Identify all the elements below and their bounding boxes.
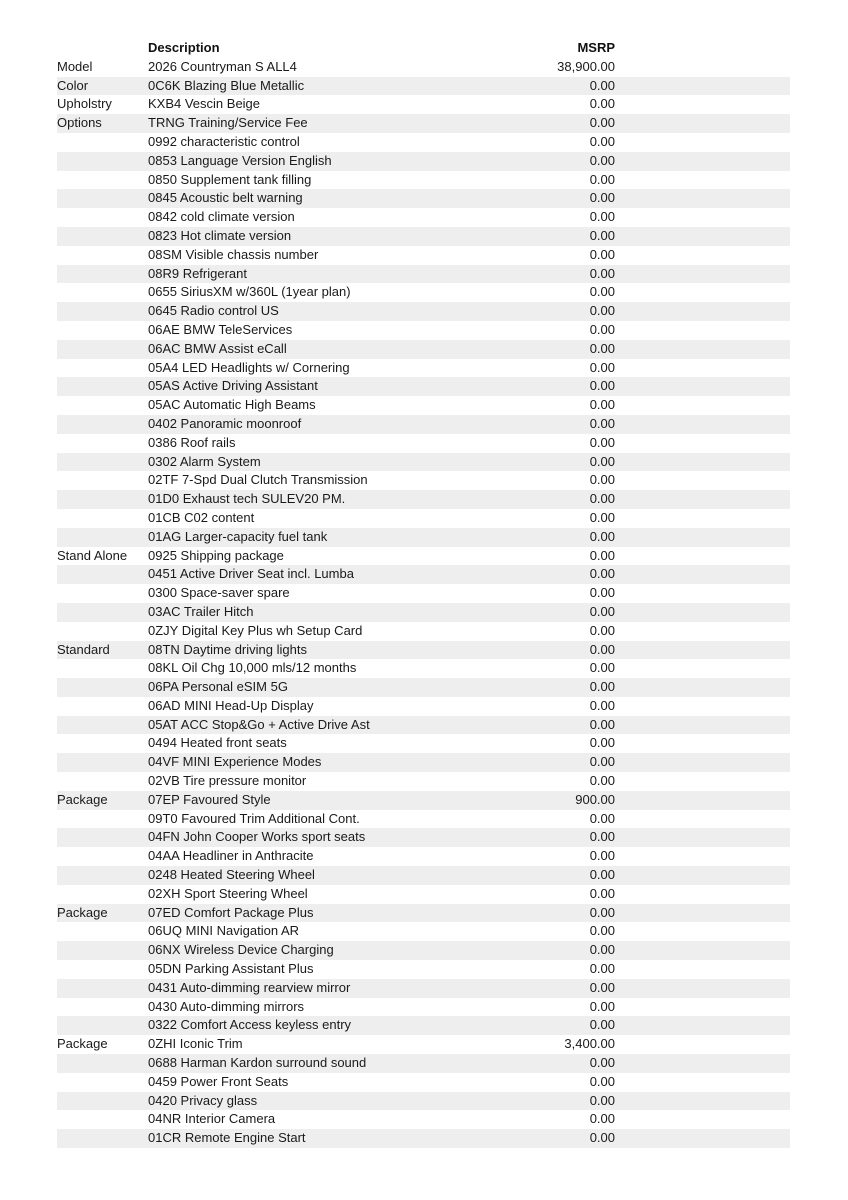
table-row <box>57 152 790 171</box>
msrp-cell: 0.00 <box>589 209 615 225</box>
description-cell: 0845 Acoustic belt warning <box>148 190 303 206</box>
msrp-cell: 0.00 <box>589 152 615 168</box>
description-cell: 0853 Language Version English <box>148 152 332 168</box>
table-row <box>57 810 790 829</box>
description-cell: 05AC Automatic High Beams <box>148 397 316 413</box>
table-row <box>57 904 790 923</box>
description-cell: 0386 Roof rails <box>148 434 236 450</box>
table-row <box>57 772 790 791</box>
table-row <box>57 340 790 359</box>
description-cell: 01D0 Exhaust tech SULEV20 PM. <box>148 491 346 507</box>
msrp-cell: 0.00 <box>589 754 615 770</box>
description-cell: 08R9 Refrigerant <box>148 265 247 281</box>
table-row <box>57 490 790 509</box>
msrp-cell: 0.00 <box>589 397 615 413</box>
description-cell: 0494 Heated front seats <box>148 735 287 751</box>
category-cell: Package <box>57 791 108 807</box>
msrp-cell: 0.00 <box>589 961 615 977</box>
msrp-cell: 0.00 <box>589 679 615 695</box>
msrp-cell: 0.00 <box>589 660 615 676</box>
category-cell: Color <box>57 77 89 93</box>
msrp-cell: 0.00 <box>589 265 615 281</box>
msrp-cell: 0.00 <box>589 303 615 319</box>
table-row <box>57 415 790 434</box>
table-row <box>57 434 790 453</box>
table-row <box>57 565 790 584</box>
description-cell: 0925 Shipping package <box>148 547 284 563</box>
msrp-cell: 0.00 <box>589 415 615 431</box>
msrp-cell: 0.00 <box>589 979 615 995</box>
msrp-cell: 0.00 <box>589 359 615 375</box>
table-row <box>57 1054 790 1073</box>
table-row <box>57 678 790 697</box>
msrp-cell: 0.00 <box>589 133 615 149</box>
table-row <box>57 246 790 265</box>
description-cell: 05A4 LED Headlights w/ Cornering <box>148 359 350 375</box>
msrp-cell: 0.00 <box>589 923 615 939</box>
table-row <box>57 208 790 227</box>
table-row <box>57 133 790 152</box>
description-cell: 0688 Harman Kardon surround sound <box>148 1055 367 1071</box>
description-cell: 08KL Oil Chg 10,000 mls/12 months <box>148 660 357 676</box>
table-row <box>57 171 790 190</box>
description-cell: 07EP Favoured Style <box>148 791 271 807</box>
description-cell: 0842 cold climate version <box>148 209 295 225</box>
description-cell: 01CB C02 content <box>148 509 255 525</box>
description-cell: 0459 Power Front Seats <box>148 1073 289 1089</box>
table-row <box>57 227 790 246</box>
table-row <box>57 58 790 77</box>
table-row <box>57 1016 790 1035</box>
description-cell: 0ZJY Digital Key Plus wh Setup Card <box>148 622 363 638</box>
category-cell: Model <box>57 58 93 74</box>
table-row <box>57 453 790 472</box>
description-cell: 03AC Trailer Hitch <box>148 603 254 619</box>
table-row <box>57 1035 790 1054</box>
msrp-cell: 0.00 <box>589 697 615 713</box>
description-cell: 0430 Auto-dimming mirrors <box>148 998 305 1014</box>
category-cell: Options <box>57 115 102 131</box>
table-row <box>57 1129 790 1148</box>
table-header-row <box>57 39 790 58</box>
description-cell: 0ZHI Iconic Trim <box>148 1036 243 1052</box>
table-body <box>57 58 790 1148</box>
table-row <box>57 622 790 641</box>
msrp-cell: 0.00 <box>589 509 615 525</box>
description-cell: 02XH Sport Steering Wheel <box>148 885 308 901</box>
msrp-cell: 0.00 <box>589 190 615 206</box>
msrp-cell: 0.00 <box>589 885 615 901</box>
msrp-cell: 0.00 <box>589 641 615 657</box>
table-row <box>57 471 790 490</box>
description-cell: 01CR Remote Engine Start <box>148 1130 306 1146</box>
msrp-cell: 0.00 <box>589 378 615 394</box>
table-row <box>57 77 790 96</box>
table-row <box>57 114 790 133</box>
description-cell: 2026 Countryman S ALL4 <box>148 58 297 74</box>
description-cell: 0451 Active Driver Seat incl. Lumba <box>148 566 354 582</box>
msrp-cell: 0.00 <box>589 848 615 864</box>
table-row <box>57 603 790 622</box>
msrp-cell: 0.00 <box>589 284 615 300</box>
description-cell: 06UQ MINI Navigation AR <box>148 923 300 939</box>
table-row <box>57 302 790 321</box>
msrp-cell: 0.00 <box>589 321 615 337</box>
description-cell: 0300 Space-saver spare <box>148 585 290 601</box>
msrp-cell: 0.00 <box>589 528 615 544</box>
table-row <box>57 847 790 866</box>
description-cell: 0C6K Blazing Blue Metallic <box>148 77 305 93</box>
msrp-cell: 0.00 <box>589 1073 615 1089</box>
table-row <box>57 922 790 941</box>
table-row <box>57 95 790 114</box>
msrp-cell: 0.00 <box>589 942 615 958</box>
msrp-cell: 0.00 <box>589 1017 615 1033</box>
msrp-cell: 0.00 <box>589 77 615 93</box>
description-cell: 0823 Hot climate version <box>148 227 292 243</box>
msrp-cell: 0.00 <box>589 246 615 262</box>
description-cell: 01AG Larger-capacity fuel tank <box>148 528 328 544</box>
msrp-cell: 0.00 <box>589 1130 615 1146</box>
description-cell: 05AS Active Driving Assistant <box>148 378 318 394</box>
table-row <box>57 998 790 1017</box>
description-cell: 06PA Personal eSIM 5G <box>148 679 288 695</box>
table-row <box>57 377 790 396</box>
msrp-cell: 0.00 <box>589 1055 615 1071</box>
description-cell: 02VB Tire pressure monitor <box>148 773 307 789</box>
msrp-cell: 0.00 <box>589 472 615 488</box>
msrp-cell: 0.00 <box>589 171 615 187</box>
table-row <box>57 265 790 284</box>
table-row <box>57 1073 790 1092</box>
category-cell: Standard <box>57 641 110 657</box>
description-cell: 0402 Panoramic moonroof <box>148 415 302 431</box>
table-row <box>57 753 790 772</box>
description-cell: 05DN Parking Assistant Plus <box>148 961 314 977</box>
msrp-cell: 0.00 <box>589 1092 615 1108</box>
msrp-cell: 0.00 <box>589 453 615 469</box>
msrp-cell: 0.00 <box>589 735 615 751</box>
table-row <box>57 189 790 208</box>
description-cell: 02TF 7-Spd Dual Clutch Transmission <box>148 472 368 488</box>
description-cell: 0420 Privacy glass <box>148 1092 258 1108</box>
msrp-cell: 0.00 <box>589 716 615 732</box>
msrp-header: MSRP <box>577 40 615 55</box>
table-row <box>57 321 790 340</box>
table-row <box>57 509 790 528</box>
category-cell: Package <box>57 904 108 920</box>
table-row <box>57 396 790 415</box>
description-cell: 0850 Supplement tank filling <box>148 171 312 187</box>
description-header: Description <box>148 40 220 55</box>
description-cell: 07ED Comfort Package Plus <box>148 904 314 920</box>
table-row <box>57 659 790 678</box>
description-cell: 04VF MINI Experience Modes <box>148 754 322 770</box>
msrp-cell: 0.00 <box>589 491 615 507</box>
table-row <box>57 734 790 753</box>
msrp-cell: 0.00 <box>589 96 615 112</box>
table-row <box>57 828 790 847</box>
table-row <box>57 960 790 979</box>
table-row <box>57 1092 790 1111</box>
description-cell: 06NX Wireless Device Charging <box>148 942 334 958</box>
description-cell: 0655 SiriusXM w/360L (1year plan) <box>148 284 351 300</box>
msrp-cell: 0.00 <box>589 340 615 356</box>
table-row <box>57 697 790 716</box>
description-cell: 06AD MINI Head-Up Display <box>148 697 314 713</box>
msrp-cell: 0.00 <box>589 810 615 826</box>
description-cell: 0645 Radio control US <box>148 303 279 319</box>
msrp-cell: 0.00 <box>589 115 615 131</box>
msrp-cell: 0.00 <box>589 547 615 563</box>
category-cell: Upholstry <box>57 96 112 112</box>
msrp-cell: 0.00 <box>589 566 615 582</box>
msrp-cell: 0.00 <box>589 622 615 638</box>
msrp-cell: 0.00 <box>589 227 615 243</box>
vehicle-options-table <box>57 39 790 1148</box>
msrp-cell: 0.00 <box>589 1111 615 1127</box>
table-row <box>57 1110 790 1129</box>
msrp-cell: 0.00 <box>589 867 615 883</box>
description-cell: 04FN John Cooper Works sport seats <box>148 829 366 845</box>
table-row <box>57 941 790 960</box>
table-row <box>57 641 790 660</box>
msrp-cell: 0.00 <box>589 829 615 845</box>
category-cell: Package <box>57 1036 108 1052</box>
description-cell: 04NR Interior Camera <box>148 1111 276 1127</box>
table-row <box>57 584 790 603</box>
msrp-cell: 38,900.00 <box>557 58 615 74</box>
msrp-cell: 900.00 <box>575 791 615 807</box>
table-row <box>57 979 790 998</box>
table-row <box>57 528 790 547</box>
description-cell: 0431 Auto-dimming rearview mirror <box>148 979 351 995</box>
description-cell: 04AA Headliner in Anthracite <box>148 848 314 864</box>
table-row <box>57 885 790 904</box>
msrp-cell: 0.00 <box>589 904 615 920</box>
table-row <box>57 716 790 735</box>
msrp-cell: 0.00 <box>589 773 615 789</box>
description-cell: 0248 Heated Steering Wheel <box>148 867 315 883</box>
description-cell: 08TN Daytime driving lights <box>148 641 307 657</box>
description-cell: 06AE BMW TeleServices <box>148 321 293 337</box>
description-cell: 0992 characteristic control <box>148 133 300 149</box>
description-cell: KXB4 Vescin Beige <box>148 96 261 112</box>
description-cell: TRNG Training/Service Fee <box>148 115 308 131</box>
table-row <box>57 791 790 810</box>
description-cell: 06AC BMW Assist eCall <box>148 340 287 356</box>
table-row <box>57 547 790 566</box>
table-row <box>57 866 790 885</box>
msrp-cell: 0.00 <box>589 585 615 601</box>
msrp-cell: 0.00 <box>589 998 615 1014</box>
description-cell: 05AT ACC Stop&Go + Active Drive Ast <box>148 716 370 732</box>
msrp-cell: 0.00 <box>589 603 615 619</box>
description-cell: 0322 Comfort Access keyless entry <box>148 1017 352 1033</box>
description-cell: 08SM Visible chassis number <box>148 246 319 262</box>
table-row <box>57 359 790 378</box>
table-row <box>57 283 790 302</box>
description-cell: 0302 Alarm System <box>148 453 261 469</box>
msrp-cell: 0.00 <box>589 434 615 450</box>
msrp-cell: 3,400.00 <box>564 1036 615 1052</box>
category-cell: Stand Alone <box>57 547 128 563</box>
description-cell: 09T0 Favoured Trim Additional Cont. <box>148 810 360 826</box>
